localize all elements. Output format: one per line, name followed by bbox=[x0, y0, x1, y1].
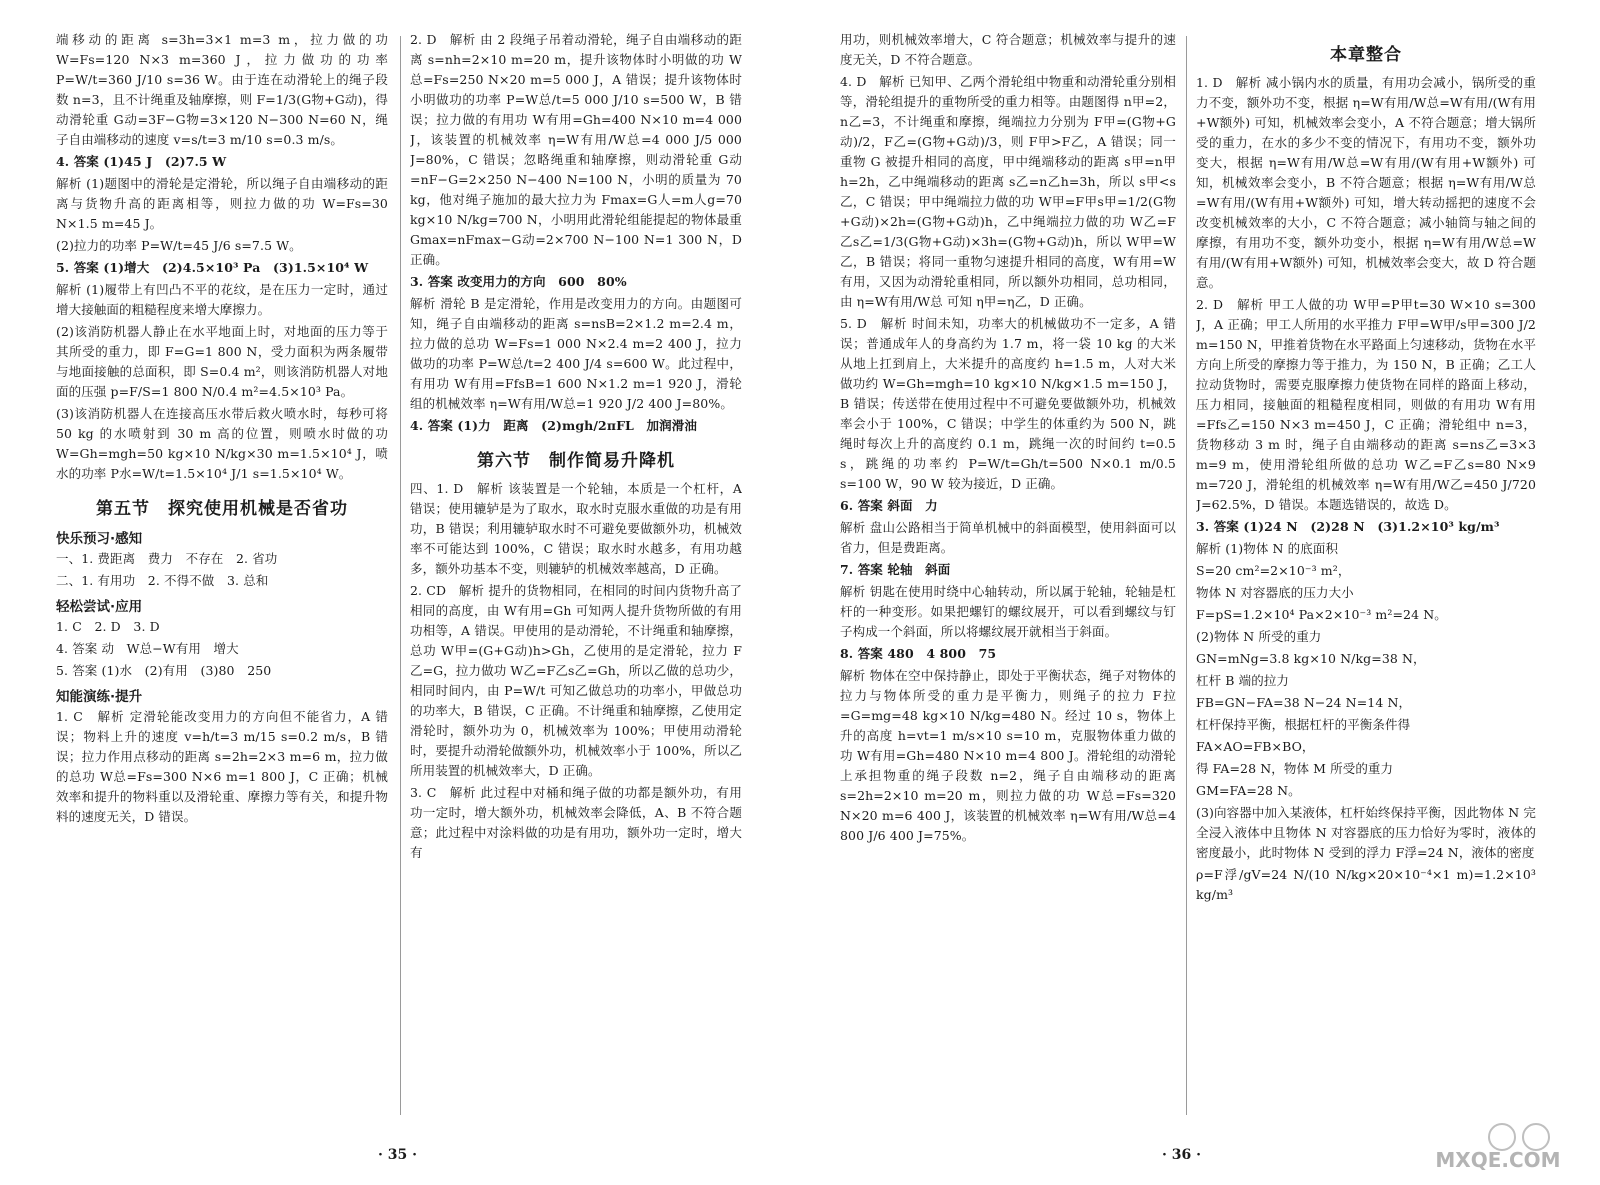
subsection-title: 快乐预习·感知 bbox=[56, 531, 143, 547]
paragraph: 2. D 解析 甲工人做的功 W甲=P甲t=30 W×10 s=300 J，A 正确；甲工人所用的水平推力 F甲=W甲/s甲=300 J/2 m=150 N，甲推着货物在水平路面上匀速移动，货物在水平方向上所受的摩擦力等于推力，为 150 N，B 正确；乙工人拉动货物时，需要克服摩擦力使货物在同样的路面上移动，压力相同，接触面的粗糙程度相同，则做的有用功 W有用=Ffs乙=150 N×3 m=450 J，C 正确；滑轮组中 n=3，货物移动 3 m 时，绳子自由端移动的距离 s=ns乙=3×3 m=9 m，使用滑轮组所做的总功 W乙=F乙s=80 N×9 m=720 J，滑轮组的机械效率 η=W有用/W乙=450 J/720 J=62.5%，D 错误。本题选错误的，故选 D。 bbox=[1196, 297, 1536, 512]
formula-line: GN=mNg=3.8 kg×10 N/kg=38 N， bbox=[1196, 651, 1426, 666]
paragraph: 解析 (1)题图中的滑轮是定滑轮，所以绳子自由端移动的距离与货物升高的距离相等，则拉力做的功 W=Fs=30 N×1.5 m=45 J。 bbox=[56, 176, 388, 231]
paragraph: (2)物体 N 所受的重力 bbox=[1196, 629, 1322, 644]
paragraph: 5. D 解析 时间未知，功率大的机械做功不一定多，A 错误；普通成年人的身高约为 1.7 m，将一袋 10 kg 的大米从地上扛到肩上，大米提升的高度约 h=1.5 m，人对大米做功约 W=Gh=mgh=10 kg×10 N/kg×1.5 m=150 J，B 错误；传送带在使用过程中不可避免要做额外功，机械效率会小于 100%，C 错误；中学生的体重约为 500 N，跳绳时每次上升的高度约 0.1 m，跳绳一次的时间约 t=0.5 s，跳绳的功率约 P=W/t=Gh/t=500 N×0.1 m/0.5 s=100 W，90 W 较为接近，D 正确。 bbox=[840, 316, 1176, 491]
answer-line: 4. 答案 (1)45 J (2)7.5 W bbox=[56, 154, 227, 169]
subsection-title: 轻松尝试·应用 bbox=[56, 599, 143, 615]
paragraph: (3)该消防机器人在连接高压水带后救火喷水时，每秒可将 50 kg 的水喷射到 30 m 高的位置，则喷水时做的功 W=Gh=mgh=50 kg×10 N/kg×30 m=1.5×10⁴ J，喷水的功率 P水=W/t=1.5×10⁴ J/1 s=1.5×10⁴ W。 bbox=[56, 406, 388, 481]
paragraph: 得 FA=28 N，物体 M 所受的重力 bbox=[1196, 761, 1394, 776]
page-number: · 35 · bbox=[378, 1147, 417, 1163]
paragraph: 解析 滑轮 B 是定滑轮，作用是改变用力的方向。由题图可知，绳子自由端移动的距离 s=nsB=2×1.2 m=2.4 m，拉力做的总功 W=Fs=1 000 N×2.4 m=2 400 J，拉力做功的功率 P=W总/t=2 400 J/4 s=600 W。此过程中，有用功 W有用=FfsB=1 600 N×1.2 m=1 920 J，滑轮组的机械效率 η=W有用/W总=1 920 J/2 400 J=80%。 bbox=[410, 296, 742, 411]
paragraph: 一、1. 费距离 费力 不存在 2. 省功 bbox=[56, 551, 278, 566]
watermark-text: MXQE.COM bbox=[1435, 1148, 1561, 1172]
paragraph: 用功，则机械效率增大，C 符合题意；机械效率与提升的速度无关，D 不符合题意。 bbox=[840, 32, 1176, 67]
answer-line: 5. 答案 (1)增大 (2)4.5×10³ Pa (3)1.5×10⁴ W bbox=[56, 260, 369, 275]
section-title: 第五节 探究使用机械是否省功 bbox=[96, 499, 348, 519]
formula-line: F=pS=1.2×10⁴ Pa×2×10⁻³ m²=24 N。 bbox=[1196, 607, 1447, 622]
paragraph: (2)该消防机器人静止在水平地面上时，对地面的压力等于其所受的重力，即 F=G=1 800 N，受力面积为两条履带与地面接触的总面积，即 S=0.4 m²，则该消防机器人对地面的压强 p=F/S=1 800 N/0.4 m²=4.5×10³ Pa。 bbox=[56, 324, 388, 399]
paragraph: 2. CD 解析 提升的货物相同，在相同的时间内货物升高了相同的高度，由 W有用=Gh 可知两人提升货物所做的有用功相等，A 错误。甲使用的是动滑轮，不计绳重和轴摩擦，总功 W甲=(G+G动)h>Gh，乙使用的是定滑轮，拉力 F乙=G，拉力做功 W乙=F乙s乙=Gh，所以乙做的总功少，相同时间内，由 P=W/t 可知乙做总功的功率小，甲做总功的功率大，B 错误，C 正确。不计绳重和轴摩擦，乙使用定滑轮时，额外功为 0，机械效率为 100%；甲使用动滑轮时，要提升动滑轮做额外功，机械效率小于 100%，所以乙所用装置的机械效率大，D 正确。 bbox=[410, 583, 742, 778]
paragraph: 物体 N 对容器底的压力大小 bbox=[1196, 585, 1354, 600]
paragraph: 解析 (1)履带上有凹凸不平的花纹，是在压力一定时，通过增大接触面的粗糙程度来增大摩擦力。 bbox=[56, 282, 388, 317]
paragraph: 端移动的距离 s=3h=3×1 m=3 m，拉力做的功 W=Fs=120 N×3 m=360 J，拉力做功的功率 P=W/t=360 J/10 s=36 W。由于连在动滑轮上的绳子段数 n=3，且不计绳重及轴摩擦，则 F=1/3(G物+G动)，得动滑轮重 G动=3F−G物=3×120 N−300 N=60 N，绳子自由端移动的速度 v=s/t=3 m/10 s=0.3 m/s。 bbox=[56, 32, 388, 147]
left-page-column-2 bbox=[410, 30, 742, 1127]
paragraph: 解析 (1)物体 N 的底面积 bbox=[1196, 541, 1339, 556]
paragraph: 四、1. D 解析 该装置是一个轮轴，本质是一个杠杆，A 错误；使用辘轳是为了取水，取水时克服水重做的功是有用功，B 错误；利用辘轳取水时不可避免要做额外功，机械效率不可能达到 100%，C 错误；取水时水越多，有用功越多，额外功基本不变，则辘轳的机械效率越高，D 正确。 bbox=[410, 481, 742, 576]
right-page-column-1 bbox=[840, 30, 1176, 1127]
paragraph: 1. C 2. D 3. D bbox=[56, 619, 160, 634]
paragraph: (3)向容器中加入某液体，杠杆始终保持平衡，因此物体 N 完全浸入液体中且物体 N 对容器底的压力恰好为零时，液体的密度最小，此时物体 N 受到的浮力 F浮=24 N，液体的密度 bbox=[1196, 805, 1536, 860]
paragraph: 1. C 解析 定滑轮能改变用力的方向但不能省力，A 错误；物料上升的速度 v=h/t=3 m/15 s=0.2 m/s，B 错误；拉力作用点移动的距离 s=2h=2×3 m=6 m，拉力做的总功 W总=Fs=300 N×6 m=1 800 J，C 正确；机械效率和提升的物料重以及滑轮重、摩擦力等有关，和提升物料的速度无关，D 错误。 bbox=[56, 709, 388, 824]
paragraph: 解析 物体在空中保持静止，即处于平衡状态，绳子对物体的拉力与物体所受的重力是平衡力，则绳子的拉力 F拉=G=mg=48 kg×10 N/kg=480 N。经过 10 s，物体上升的高度 h=vt=1 m/s×10 s=10 m，克服物体重力做的功 W有用=Gh=480 N×10 m=4 800 J。滑轮组的动滑轮上承担物重的绳子段数 n=2，绳子自由端移动的距离 s=2h=2×10 m=20 m，则拉力做的功 W总=Fs=320 N×20 m=6 400 J，该装置的机械效率 η=W有用/W总=4 800 J/6 400 J=75%。 bbox=[840, 668, 1176, 843]
answer-line: 5. 答案 (1)水 (2)有用 (3)80 250 bbox=[56, 663, 272, 678]
answer-line: 8. 答案 480 4 800 75 bbox=[840, 646, 997, 661]
answer-line: 4. 答案 动 W总−W有用 增大 bbox=[56, 641, 239, 656]
paragraph: 二、1. 有用功 2. 不得不做 3. 总和 bbox=[56, 573, 269, 588]
formula-line: GM=FA=28 N。 bbox=[1196, 783, 1301, 798]
right-page bbox=[800, 0, 1600, 1185]
section-title: 本章整合 bbox=[1330, 45, 1402, 65]
formula-line: S=20 cm²=2×10⁻³ m²， bbox=[1196, 563, 1351, 578]
answer-line: 3. 答案 (1)24 N (2)28 N (3)1.2×10³ kg/m³ bbox=[1196, 519, 1500, 534]
subsection-title: 知能演练·提升 bbox=[56, 689, 143, 705]
answer-line: 6. 答案 斜面 力 bbox=[840, 498, 938, 513]
answer-line: 4. 答案 (1)力 距离 (2)mgh/2πFL 加润滑油 bbox=[410, 418, 697, 433]
paragraph: 解析 盘山公路相当于简单机械中的斜面模型，使用斜面可以省力，但是费距离。 bbox=[840, 520, 1176, 555]
paragraph: 杠杆保持平衡，根据杠杆的平衡条件得 bbox=[1196, 717, 1411, 732]
paragraph: 杠杆 B 端的拉力 bbox=[1196, 673, 1290, 688]
answer-line: 7. 答案 轮轴 斜面 bbox=[840, 562, 951, 577]
column-divider bbox=[1186, 36, 1187, 1115]
page-number: · 36 · bbox=[1162, 1147, 1201, 1163]
paragraph: (2)拉力的功率 P=W/t=45 J/6 s=7.5 W。 bbox=[56, 238, 302, 253]
formula-line: FB=GN−FA=38 N−24 N=14 N， bbox=[1196, 695, 1412, 710]
paragraph: 2. D 解析 由 2 段绳子吊着动滑轮，绳子自由端移动的距离 s=nh=2×10 m=20 m，提升该物体时小明做的功 W总=Fs=250 N×20 m=5 000 J，A 错误；提升该物体时小明做功的功率 P=W总/t=5 000 J/10 s=500 W，B 错误；拉力做的有用功 W有用=Gh=400 N×10 m=4 000 J，该装置的机械效率 η=W有用/W总=4 000 J/5 000 J=80%，C 错误；忽略绳重和轴摩擦，则动滑轮重 G动=nF−G=2×250 N−400 N=100 N，小明的质量为 70 kg，他对绳子施加的最大拉力为 Fmax=G人=m人g=70 kg×10 N/kg=700 N，小明用此滑轮组能提起的物体最重 Gmax=nFmax−G动=2×700 N−100 N=1 300 N，D 正确。 bbox=[410, 32, 742, 267]
paragraph: 3. C 解析 此过程中对桶和绳子做的功都是额外功，有用功一定时，增大额外功，机械效率会降低，A、B 不符合题意；此过程中对涂料做的功是有用功，额外功一定时，增大有 bbox=[410, 785, 742, 860]
section-title: 第六节 制作简易升降机 bbox=[477, 451, 675, 471]
right-page-column-2 bbox=[1196, 30, 1536, 1127]
formula-line: FA×AO=FB×BO， bbox=[1196, 739, 1315, 754]
watermark-logo bbox=[1412, 1117, 1582, 1173]
paragraph: 4. D 解析 已知甲、乙两个滑轮组中物重和动滑轮重分别相等，滑轮组提升的重物所受的重力相等。由题图得 n甲=2，n乙=3，不计绳重和摩擦，绳端拉力分别为 F甲=(G物+G动)/2，F乙=(G物+G动)/3，则 F甲>F乙，A 错误；同一重物 G 被提升相同的高度，甲中绳端移动的距离 s甲=n甲h=2h，乙中绳端移动的距离 s乙=n乙h=3h，所以 s甲<s乙，C 错误；甲中绳端拉力做的功 W甲=F甲s甲=1/2(G物+G动)×2h=(G物+G动)h，乙中绳端拉力做的功 W乙=F乙s乙=1/3(G物+G动)×3h=(G物+G动)h，所以 W甲=W乙，B 错误；将同一重物匀速提升相同的高度，W有用=W有用，又因为动滑轮重相同，所以额外功相同，总功相同，由 η=W有用/W总 可知 η甲=η乙，D 正确。 bbox=[840, 74, 1176, 309]
answer-line: 3. 答案 改变用力的方向 600 80% bbox=[410, 274, 627, 289]
column-divider bbox=[400, 36, 401, 1115]
left-page-column-1 bbox=[56, 30, 388, 1127]
paragraph: 1. D 解析 减小锅内水的质量，有用功会减小，锅所受的重力不变，额外功不变，根据 η=W有用/W总=W有用/(W有用+W额外) 可知，机械效率会变小，A 不符合题意；增大锅所受的重力，在水的多少不变的情况下，有用功不变，额外功变大，根据 η=W有用/W总=W有用/(W有用+W额外) 可知，机械效率会变小，B 不符合题意；根据 η=W有用/W总=W有用/(W有用+W额外) 可知，增大转动摇把的速度不会改变机械效率的大小，C 不符合题意；减小轴筒与轴之间的摩擦，有用功不变，额外功变小，根据 η=W有用/W总=W有用/(W有用+W额外) 可知，机械效率会变大，故 D 符合题意。 bbox=[1196, 75, 1536, 290]
paragraph: 解析 钥匙在使用时绕中心轴转动，所以属于轮轴，轮轴是杠杆的一种变形。如果把螺钉的螺纹展开，可以看到螺纹与钉子构成一个斜面，所以将螺纹展开就相当于斜面。 bbox=[840, 584, 1176, 639]
formula-line: ρ=F浮/gV=24 N/(10 N/kg×20×10⁻⁴×1 m)=1.2×10³ kg/m³ bbox=[1196, 867, 1536, 902]
